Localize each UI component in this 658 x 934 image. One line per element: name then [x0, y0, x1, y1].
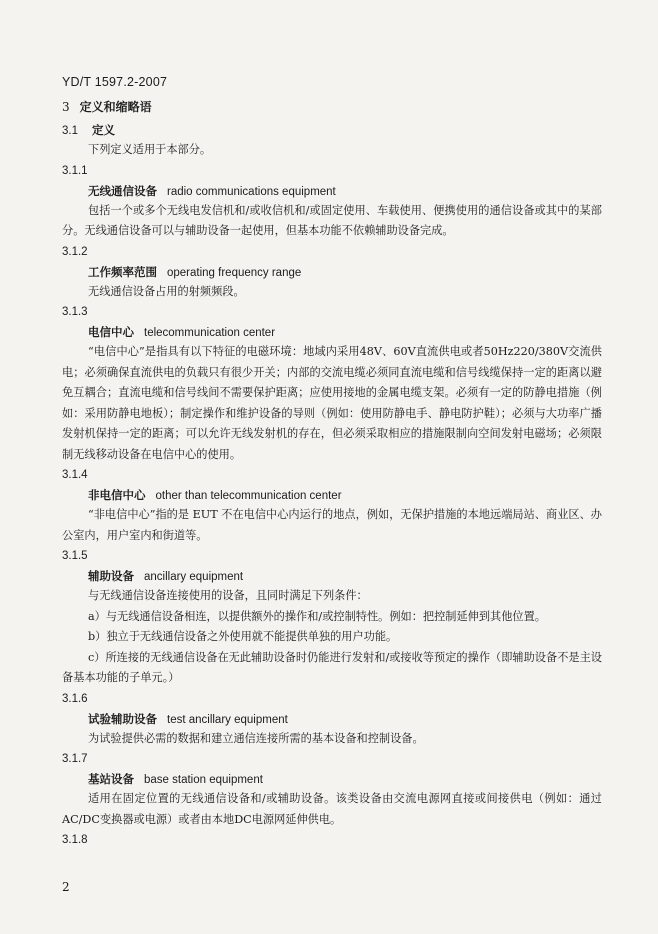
term-zh: 无线通信设备 [88, 183, 157, 198]
page-content [62, 97, 602, 850]
term-definition: 包括一个或多个无线电发信机和/或收信机和/或固定使用、车载使用、便携使用的通信设备或其中的某部分。无线通信设备可以与辅助设备一起使用，但基本功能不依赖辅助设备完成。 [62, 203, 602, 237]
page-number: 2 [62, 880, 70, 894]
subsection-heading [62, 121, 602, 140]
term-en: ancillary equipment [144, 571, 244, 583]
term-number: 3.1.6 [62, 692, 88, 705]
subsection-title: 定义 [92, 123, 115, 137]
term-number: 3.1.1 [62, 164, 88, 177]
term-definition: 与无线通信设备连接使用的设备，且同时满足下列条件： [88, 589, 368, 602]
term-heading [62, 181, 602, 201]
term-heading [62, 769, 602, 789]
term-zh: 非电信中心 [88, 488, 146, 502]
list-item: a）与无线通信设备相连，以提供额外的操作和/或控制特性。例如：把控制延伸到其他位置。 [88, 609, 546, 623]
term-definition: “电信中心”是指具有以下特征的电磁环境：地域内采用48V、60V直流供电或者50Hz220/380V交流供电；必须确保直流供电的负载只有很少开关；内部的交流电缆必须同直流电缆和信号线缆保持一定的距离以避免互耦合；直流电缆和信号线间不需要保护距离；应使用接地的金属电缆支架。必须有一定的防静电措施（例如：采用防静电地板）；制定操作和维护设备的导则（例如：使用防静电手、静电防护鞋）；必须与大功率广播发射机保持一定的距离；可以允许无线发射机的存在，但必须采取相应的措施限制向空间发射电磁场；必须限制无线移动设备在电信中心的使用。 [62, 345, 602, 461]
term-en: test ancillary equipment [167, 713, 288, 726]
term-en: base station equipment [144, 774, 263, 786]
term-number: 3.1.2 [62, 245, 88, 258]
term-number: 3.1.8 [62, 834, 88, 846]
section-heading [62, 97, 602, 117]
term-definition: 无线通信设备占用的射频频段。 [88, 284, 245, 298]
term-number: 3.1.5 [62, 550, 88, 562]
term-heading [62, 566, 602, 586]
term-number: 3.1.3 [62, 306, 88, 318]
term-heading [62, 262, 602, 282]
term-en: radio communications equipment [167, 185, 336, 198]
term-en: telecommunication center [144, 327, 276, 339]
section-title: 定义和缩略语 [79, 100, 152, 114]
term-number: 3.1.4 [62, 469, 88, 481]
term-zh: 试验辅助设备 [88, 711, 157, 726]
subsection-number: 3.1 [62, 125, 78, 137]
term-zh: 工作频率范围 [88, 264, 157, 279]
subsection-intro: 下列定义适用于本部分。 [88, 143, 212, 156]
term-number: 3.1.7 [62, 753, 88, 765]
term-en: other than telecommunication center [155, 490, 342, 502]
list-item: c）所连接的无线通信设备在无此辅助设备时仍能进行发射和/或接收等预定的操作（即辅助设备不是主设备基本功能的子单元。） [62, 650, 602, 684]
term-definition: “非电信中心”指的是 EUT 不在电信中心内运行的地点，例如，无保护措施的本地远端局站、商业区、办公室内，用户室内和街道等。 [62, 508, 602, 542]
section-number: 3 [62, 100, 70, 114]
term-zh: 基站设备 [88, 772, 134, 786]
standard-code: YD/T 1597.2-2007 [62, 75, 168, 89]
term-zh: 辅助设备 [88, 569, 134, 583]
term-en: operating frequency range [167, 266, 302, 279]
term-heading [62, 485, 602, 505]
term-definition: 为试验提供必需的数据和建立通信连接所需的基本设备和控制设备。 [88, 731, 424, 745]
list-item: b）独立于无线通信设备之外使用就不能提供单独的用户功能。 [88, 630, 398, 643]
term-definition: 适用在固定位置的无线通信设备和/或辅助设备。该类设备由交流电源网直接或间接供电（例如：通过AC/DC变换器或电源）或者由本地DC电源网延伸供电。 [62, 792, 602, 826]
term-zh: 电信中心 [88, 325, 134, 339]
term-heading [62, 322, 602, 342]
term-heading [62, 709, 602, 729]
